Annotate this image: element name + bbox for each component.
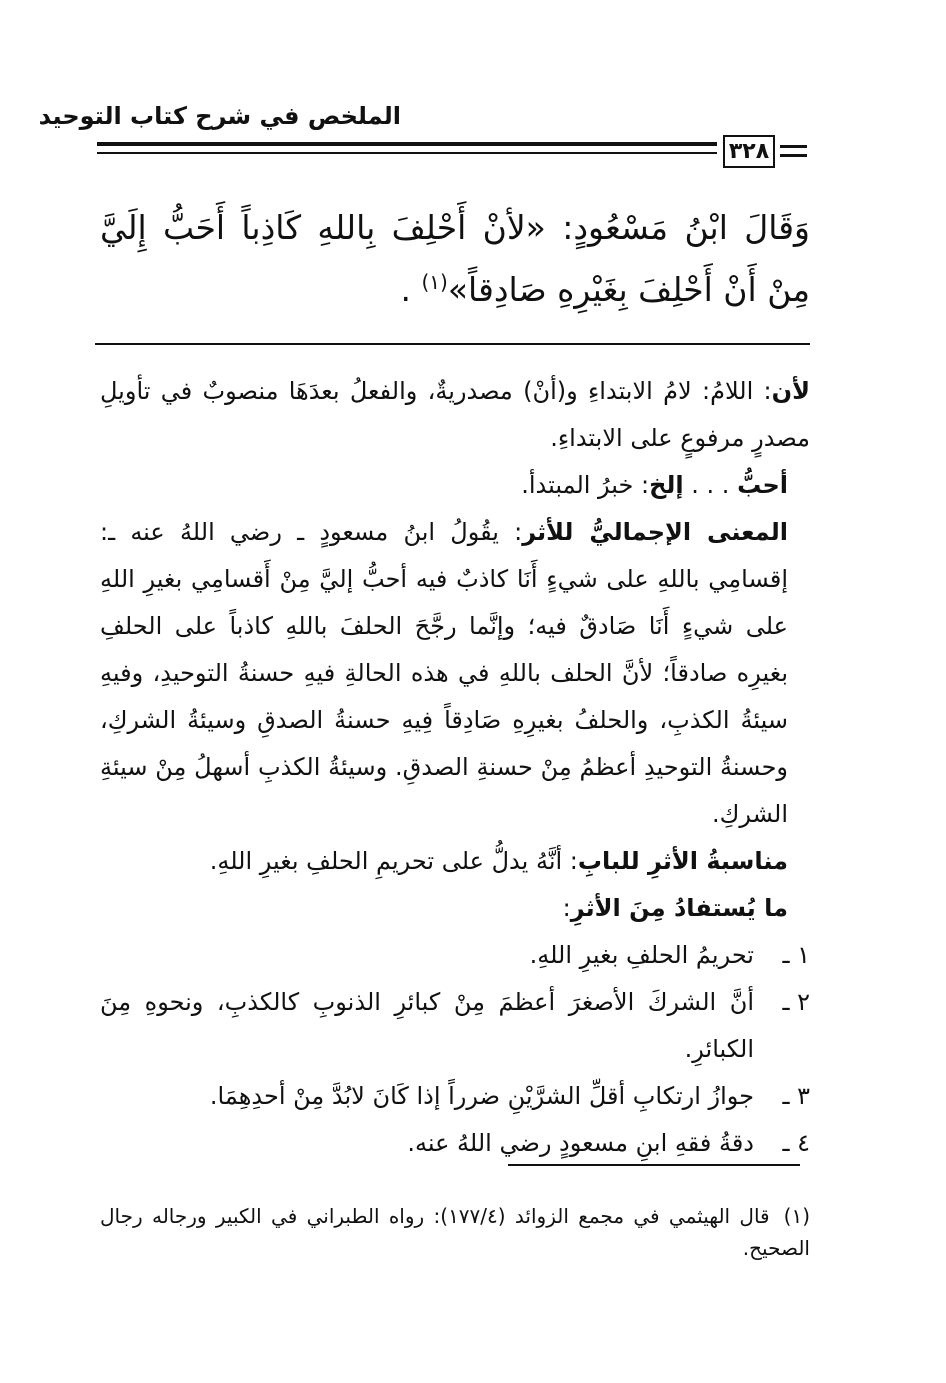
list-item: ٤ ـ دقةُ فقهِ ابنِ مسعودٍ رضي اللهُ عنه. — [407, 1129, 810, 1157]
list-item: ٣ ـ جوازُ ارتكابِ أقلِّ الشرَّيْنِ ضرراً إذا كَانَ لابُدَّ مِنْ أحدِهِمَا. — [209, 1082, 810, 1110]
paragraph-general-meaning: المعنى الإجماليُّ للأثر: يقُولُ ابنُ مسعودٍ ـ رضي اللهُ عنه ـ: إقسامِي باللهِ على شيءٍ أَنَا كاذبٌ فيه أحبُّ إليَّ مِنْ أَقسامِي بغيرِ اللهِ على شيءٍ أَنَا صَادقٌ فيه؛ وإنَّما رجَّحَ الحلفَ باللهِ كاذباً على الحلفِ بغيرِه صادقاً؛ لأنَّ الحلف باللهِ في هذه الحالةِ فيهِ حسنةُ التوحيدِ، وفيهِ سيئةُ الكذبِ، والحلفُ بغيرِهِ صَادِقاً فِيهِ حسنةُ الصدقِ وسيئةُ الشركِ، وحسنةُ التوحيدِ أعظمُ مِنْ حسنةِ الصدقِ. وسيئةُ الكذبِ أسهلُ مِنْ سيئةِ الشركِ. — [100, 518, 788, 828]
footnote-text: قال الهيثمي في مجمع الزوائد (١٧٧/٤): رواه الطبراني في الكبير ورجاله رجال الصحيح. — [100, 1204, 810, 1260]
term-relevance: مناسبةُ الأثرِ للبابِ — [577, 847, 788, 875]
term-ahabb: أحبُّ — [737, 471, 788, 499]
quote-end: . — [400, 270, 422, 309]
term-general-meaning: المعنى الإجماليُّ للأثر — [522, 518, 788, 546]
quote-text: وَقَالَ ابْنُ مَسْعُودٍ: «لأنْ أَحْلِفَ بِاللهِ كَاذِباً أَحَبُّ إِلَيَّ مِنْ أَنْ أَحْلِفَ بِغَيْرِهِ صَادِقاً» — [100, 208, 810, 309]
header-dash-bottom — [780, 154, 807, 157]
list-item: ١ ـ تحريمُ الحلفِ بغيرِ اللهِ. — [529, 941, 810, 969]
commentary — [100, 368, 810, 1167]
benefits-list — [100, 932, 810, 1167]
term-ilakh: إلخ — [649, 471, 684, 499]
header-rule-thin — [97, 152, 717, 154]
paragraph-relevance: مناسبةُ الأثرِ للبابِ: أنَّهُ يدلُّ على تحريمِ الحلفِ بغيرِ اللهِ. — [209, 847, 788, 875]
footnote-rule — [508, 1164, 800, 1166]
page-number: ٣٢٨ — [723, 135, 775, 168]
paragraph-benefits-heading: ما يُستفادُ مِنَ الأثرِ: — [562, 894, 788, 922]
paragraph-ahabb: أحبُّ . . . إلخ: خبرُ المبتدأ. — [521, 471, 788, 499]
paragraph-lan: لأن: اللامُ: لامُ الابتداءِ و(أنْ) مصدريةٌ، والفعلُ بعدَهَا منصوبٌ في تأويلِ مصدرٍ مرفوعٍ على الابتداءِ. — [100, 377, 810, 452]
quote-separator — [95, 343, 810, 345]
footnote — [100, 1200, 810, 1264]
running-header-title: الملخص في شرح كتاب التوحيد — [38, 102, 401, 130]
term-benefits: ما يُستفادُ مِنَ الأثرِ — [570, 894, 788, 922]
quote-footnote-marker: (١) — [421, 270, 448, 294]
header-dash-top — [780, 145, 807, 148]
term-lan: لأن — [771, 377, 810, 405]
footnote-marker: (١) — [783, 1204, 810, 1228]
list-item: ٢ ـ أنَّ الشركَ الأصغرَ أعظمَ مِنْ كبائرِ الذنوبِ كالكذبِ، ونحوهِ مِنَ الكبائرِ. — [100, 988, 810, 1063]
hadith-quote — [100, 200, 810, 317]
header-rule-thick — [97, 142, 717, 146]
